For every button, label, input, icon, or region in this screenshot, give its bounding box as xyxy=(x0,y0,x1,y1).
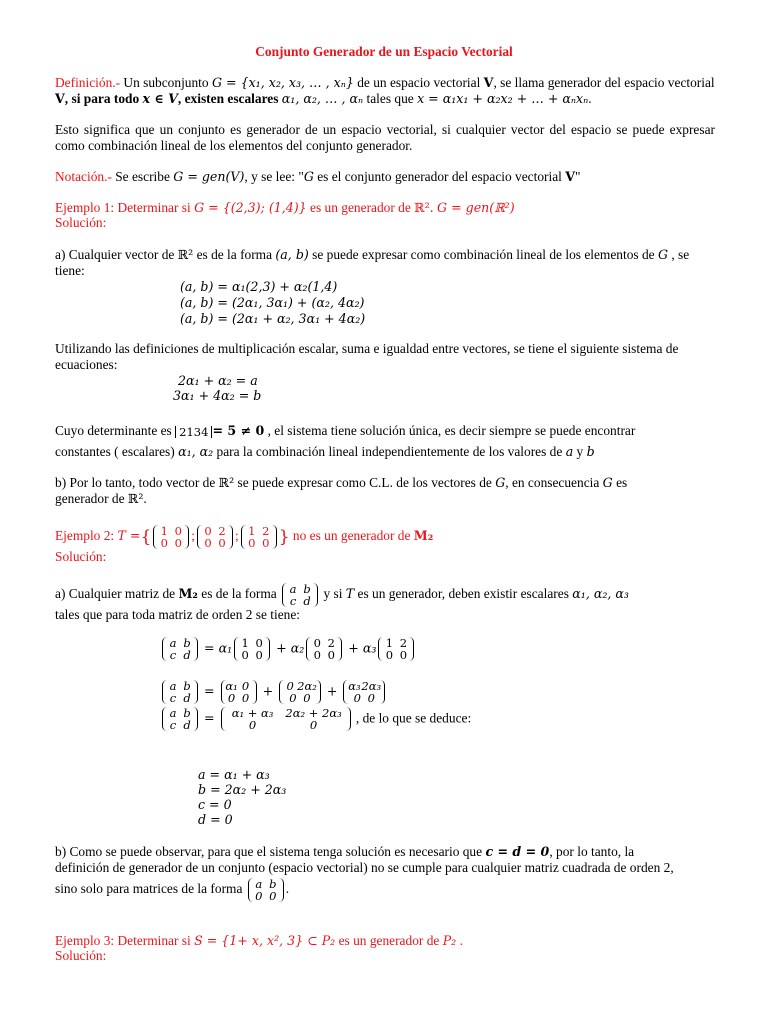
matrix-t2 xyxy=(306,637,342,661)
text: Ejemplo 2: xyxy=(55,528,118,543)
determinant-line-2 xyxy=(55,444,715,460)
cell: α₃ xyxy=(348,679,361,693)
cell: 0 xyxy=(353,691,361,705)
text: , se tiene: xyxy=(55,247,690,278)
text: , si para todo xyxy=(64,91,143,106)
cell: 0 xyxy=(255,636,263,650)
cell: b xyxy=(183,636,191,650)
text: , existen escalares xyxy=(177,91,282,106)
system-eq-2: 3α₁ + 4α₂ = b xyxy=(173,388,262,403)
cell: c xyxy=(169,691,177,705)
brace-open: { xyxy=(140,526,152,547)
example-2-solution-label: Solución: xyxy=(55,549,107,564)
cell: 0 xyxy=(248,718,257,732)
math: G xyxy=(602,475,613,490)
cell: 0 xyxy=(313,648,321,662)
matrix-abcd xyxy=(162,707,198,731)
cell: a xyxy=(169,636,177,650)
text: . xyxy=(588,91,592,106)
cell: 3 xyxy=(193,424,202,439)
equation-1: (a, b) = α₁(2,3) + α₂(1,4) xyxy=(180,279,338,294)
cell: 0 xyxy=(160,535,168,550)
text: . xyxy=(285,881,290,896)
cell: 0 xyxy=(399,648,408,662)
math: ℝ² xyxy=(177,247,194,262)
cell: 0 xyxy=(269,888,277,903)
math: x ∈ V xyxy=(142,91,178,106)
matrix-t1 xyxy=(153,525,189,549)
cell: c xyxy=(289,593,297,608)
text: es de la forma xyxy=(197,586,281,601)
matrix-t3 xyxy=(241,525,277,549)
math: G = gen(V) xyxy=(173,169,245,184)
text: Ejemplo 3: Determinar si xyxy=(55,933,195,948)
text: , se llama generador del espacio vectorial xyxy=(493,75,715,90)
cell: 0 xyxy=(218,535,226,550)
cell: 0 xyxy=(313,636,321,650)
matrix-equation-1: a b c d = α₁ 1 0 0 0 + α₂ 0 2 0 0 + α₃ 1 2 0 0 xyxy=(160,637,416,661)
cell: 0 xyxy=(241,648,249,662)
cell: 0 xyxy=(286,679,294,693)
example-2-header xyxy=(55,521,715,552)
text: para la combinación lineal independientemente de los valores de xyxy=(213,444,566,459)
math: α₁ xyxy=(218,640,233,656)
document-title: Conjunto Generador de un Espacio Vectorial xyxy=(255,44,513,59)
text: b) Por lo tanto, todo vector de xyxy=(55,475,219,490)
math: ℝ² xyxy=(218,475,235,490)
text: Ejemplo 1: Determinar si xyxy=(55,200,195,215)
text: tales que xyxy=(363,91,418,106)
text: Cuyo determinante es xyxy=(55,423,176,438)
matrix-alpha1 xyxy=(221,680,257,704)
math: c = d = 0 xyxy=(485,844,550,859)
matrix-alpha2 xyxy=(279,680,321,704)
cell: α₁ + α₃ xyxy=(231,706,274,720)
cell: d xyxy=(183,718,191,732)
cell: 0 xyxy=(289,691,297,705)
cell: 0 xyxy=(255,648,263,662)
math: ℝ² xyxy=(127,491,144,506)
text: a) Cualquier matriz de xyxy=(55,586,179,601)
math: G xyxy=(657,247,669,262)
text: , el sistema tiene solución única, es decir siempre se puede encontrar xyxy=(264,423,636,438)
cell: 2 xyxy=(327,636,335,650)
determinant-matrix xyxy=(175,426,212,438)
cell: 1 xyxy=(186,424,194,439)
cell: d xyxy=(183,648,191,662)
brace-close: } xyxy=(278,526,290,547)
equation-3: (a, b) = (2α₁ + α₂, 3α₁ + 4α₂) xyxy=(180,311,366,326)
equation-2: (a, b) = (2α₁, 3α₁) + (α₂, 4α₂) xyxy=(180,295,365,310)
cell: α₁ xyxy=(225,679,238,693)
cell: 1 xyxy=(160,523,168,538)
cell: 0 xyxy=(309,718,318,732)
cell: 2 xyxy=(218,523,226,538)
text: se puede expresar como combinación lineal de los elementos de xyxy=(308,247,658,262)
example-2-part-b xyxy=(55,844,715,860)
example-1-part-b xyxy=(55,475,715,507)
math: G = {(2,3); (1,4)} xyxy=(194,200,307,215)
cell: 2α₃ xyxy=(361,679,382,693)
cell: 0 xyxy=(262,535,270,550)
math: α₁, α₂, … , αₙ xyxy=(281,91,364,106)
text: , y se lee: " xyxy=(244,169,304,184)
cell: 0 xyxy=(174,535,182,550)
text: " xyxy=(575,169,581,184)
example-1-header xyxy=(55,200,715,216)
text: , por lo tanto, la xyxy=(549,844,635,859)
math: α₃ xyxy=(362,640,377,656)
cell: 1 xyxy=(248,523,256,538)
example-2-part-b-line-2: definición de generador de un conjunto (espacio vectorial) no se cumple para cualquier matriz cuadrada de orden 2, xyxy=(55,860,674,875)
math: = 5 ≠ 0 xyxy=(212,423,265,438)
notation-label: Notación.- xyxy=(55,169,112,184)
math: S = {1+ x, x², 3} ⊂ P₂ xyxy=(194,933,336,948)
cell: 0 xyxy=(204,535,212,550)
text: . xyxy=(143,491,147,506)
text: generador de xyxy=(55,491,128,506)
cell: c xyxy=(169,648,177,662)
matrix-equation-2: a b c d = α₁ 0 0 0 + 0 2α₂ 0 0 + α₃2α₃ 0 0 xyxy=(160,680,387,704)
cell: 0 xyxy=(227,691,236,705)
matrix-t1 xyxy=(234,637,270,661)
example-3-header xyxy=(55,933,715,949)
cell: 2 xyxy=(262,523,270,538)
cell: a xyxy=(169,679,177,693)
text: sino solo para matrices de la forma xyxy=(55,881,246,896)
matrix-sum xyxy=(221,707,351,731)
cell: 4 xyxy=(201,424,209,439)
text: y xyxy=(573,444,587,459)
text: , de lo que se deduce: xyxy=(352,710,472,726)
text: constantes ( escalares) xyxy=(55,444,179,459)
text: es xyxy=(612,475,628,490)
cell: 0 xyxy=(248,535,256,550)
example-2-part-b-line-3 xyxy=(55,874,715,904)
example-1-solution-label: Solución: xyxy=(55,215,107,230)
text: es el conjunto generador del espacio vectorial xyxy=(313,169,566,184)
cell: b xyxy=(269,876,277,891)
text: . xyxy=(456,933,463,948)
cell: 2 xyxy=(179,424,187,439)
notation-paragraph xyxy=(55,169,715,185)
text: de un espacio vectorial xyxy=(353,75,484,90)
system-intro: Utilizando las definiciones de multiplicación escalar, suma e igualdad entre vectores, se tiene el siguiente sistema de ecuaciones: xyxy=(55,341,679,372)
cell: 2α₂ xyxy=(297,679,317,693)
matrix-equation-3: a b c d = α₁ + α₃ 2α₂ + 2α₃ 0 0 , de lo que se deduce: xyxy=(160,707,471,731)
result-eq-4: d = 0 xyxy=(198,812,233,827)
math: M₂ xyxy=(413,528,434,543)
definition-label: Definición.- xyxy=(55,75,121,90)
math: ℝ². xyxy=(414,200,434,215)
cell: 0 xyxy=(174,523,182,538)
math: V xyxy=(565,169,575,184)
cell: 0 xyxy=(327,648,335,662)
text: es un generador de xyxy=(306,200,415,215)
example-2-part-a-line-2: tales que para toda matriz de orden 2 se tiene: xyxy=(55,607,301,622)
cell: a xyxy=(289,581,297,596)
math: P₂ xyxy=(442,933,457,948)
math: α₁, α₂ xyxy=(178,444,214,459)
matrix-t3 xyxy=(378,637,414,661)
math: V xyxy=(483,75,494,90)
example-3-solution-label: Solución: xyxy=(55,948,107,963)
cell: 0 xyxy=(241,679,250,693)
text: a) Cualquier vector de xyxy=(55,247,178,262)
cell: 1 xyxy=(385,636,394,650)
text: , en consecuencia xyxy=(505,475,603,490)
math: b xyxy=(586,444,595,459)
text: Se escribe xyxy=(111,169,174,184)
math: G xyxy=(303,169,314,184)
text: se puede expresar como C.L. de los vectores de xyxy=(234,475,496,490)
matrix-abcd xyxy=(282,583,318,607)
result-eq-3: c = 0 xyxy=(198,797,232,812)
determinant-line xyxy=(55,416,715,446)
cell: b xyxy=(303,581,311,596)
cell: d xyxy=(183,691,191,705)
definition-paragraph xyxy=(55,75,715,107)
text: es un generador de xyxy=(335,933,443,948)
math: G xyxy=(495,475,506,490)
cell: 1 xyxy=(241,636,249,650)
matrix-abcd xyxy=(162,680,198,704)
example-2-part-a xyxy=(55,579,715,609)
result-eq-1: a = α₁ + α₃ xyxy=(198,767,270,782)
cell: c xyxy=(169,718,177,732)
text: y si xyxy=(320,586,346,601)
cell: 0 xyxy=(303,691,311,705)
separator: ; xyxy=(235,528,239,543)
text: es un generador, deben existir escalares xyxy=(354,586,573,601)
matrix-alpha3 xyxy=(343,680,385,704)
math: x = α₁x₁ + α₂x₂ + … + αₙxₙ xyxy=(417,91,589,106)
cell: 2 xyxy=(399,636,408,650)
matrix-ab00 xyxy=(248,878,284,902)
separator: ; xyxy=(191,528,196,543)
cell: a xyxy=(169,706,177,720)
system-eq-1: 2α₁ + α₂ = a xyxy=(178,373,258,388)
cell: 0 xyxy=(204,523,212,538)
text: b) Como se puede observar, para que el sistema tenga solución es necesario que xyxy=(55,844,486,859)
math: G = gen(ℝ²) xyxy=(437,200,515,215)
matrix-abcd xyxy=(162,637,198,661)
math: a xyxy=(565,444,574,459)
math: α₂ xyxy=(290,640,305,656)
example-1-part-a xyxy=(55,247,715,279)
cell: 0 xyxy=(385,648,394,662)
math: (a, b) xyxy=(275,247,309,262)
math: V xyxy=(55,91,65,106)
cell: b xyxy=(183,679,191,693)
meaning-paragraph: Esto significa que un conjunto es generador de un espacio vectorial, si cualquier vector del espacio se puede expresar como combinación lineal de los elementos del conjunto generador. xyxy=(55,122,715,153)
text: es de la forma xyxy=(193,247,276,262)
math: M₂ xyxy=(178,586,198,601)
text: no es un generador de xyxy=(289,528,414,543)
cell: a xyxy=(255,876,263,891)
cell: 0 xyxy=(241,691,250,705)
math: T = xyxy=(117,528,141,543)
cell: 2α₂ + 2α₃ xyxy=(285,706,342,720)
result-eq-2: b = 2α₂ + 2α₃ xyxy=(198,782,287,797)
math: G = {x₁, x₂, x₃, … , xₙ} xyxy=(211,75,354,90)
text: Un subconjunto xyxy=(120,75,212,90)
cell: d xyxy=(303,593,311,608)
cell: 0 xyxy=(367,691,375,705)
math: α₁, α₂, α₃ xyxy=(572,586,629,601)
matrix-t2 xyxy=(197,525,233,549)
cell: b xyxy=(183,706,191,720)
math: T xyxy=(345,586,355,601)
cell: 0 xyxy=(255,888,263,903)
